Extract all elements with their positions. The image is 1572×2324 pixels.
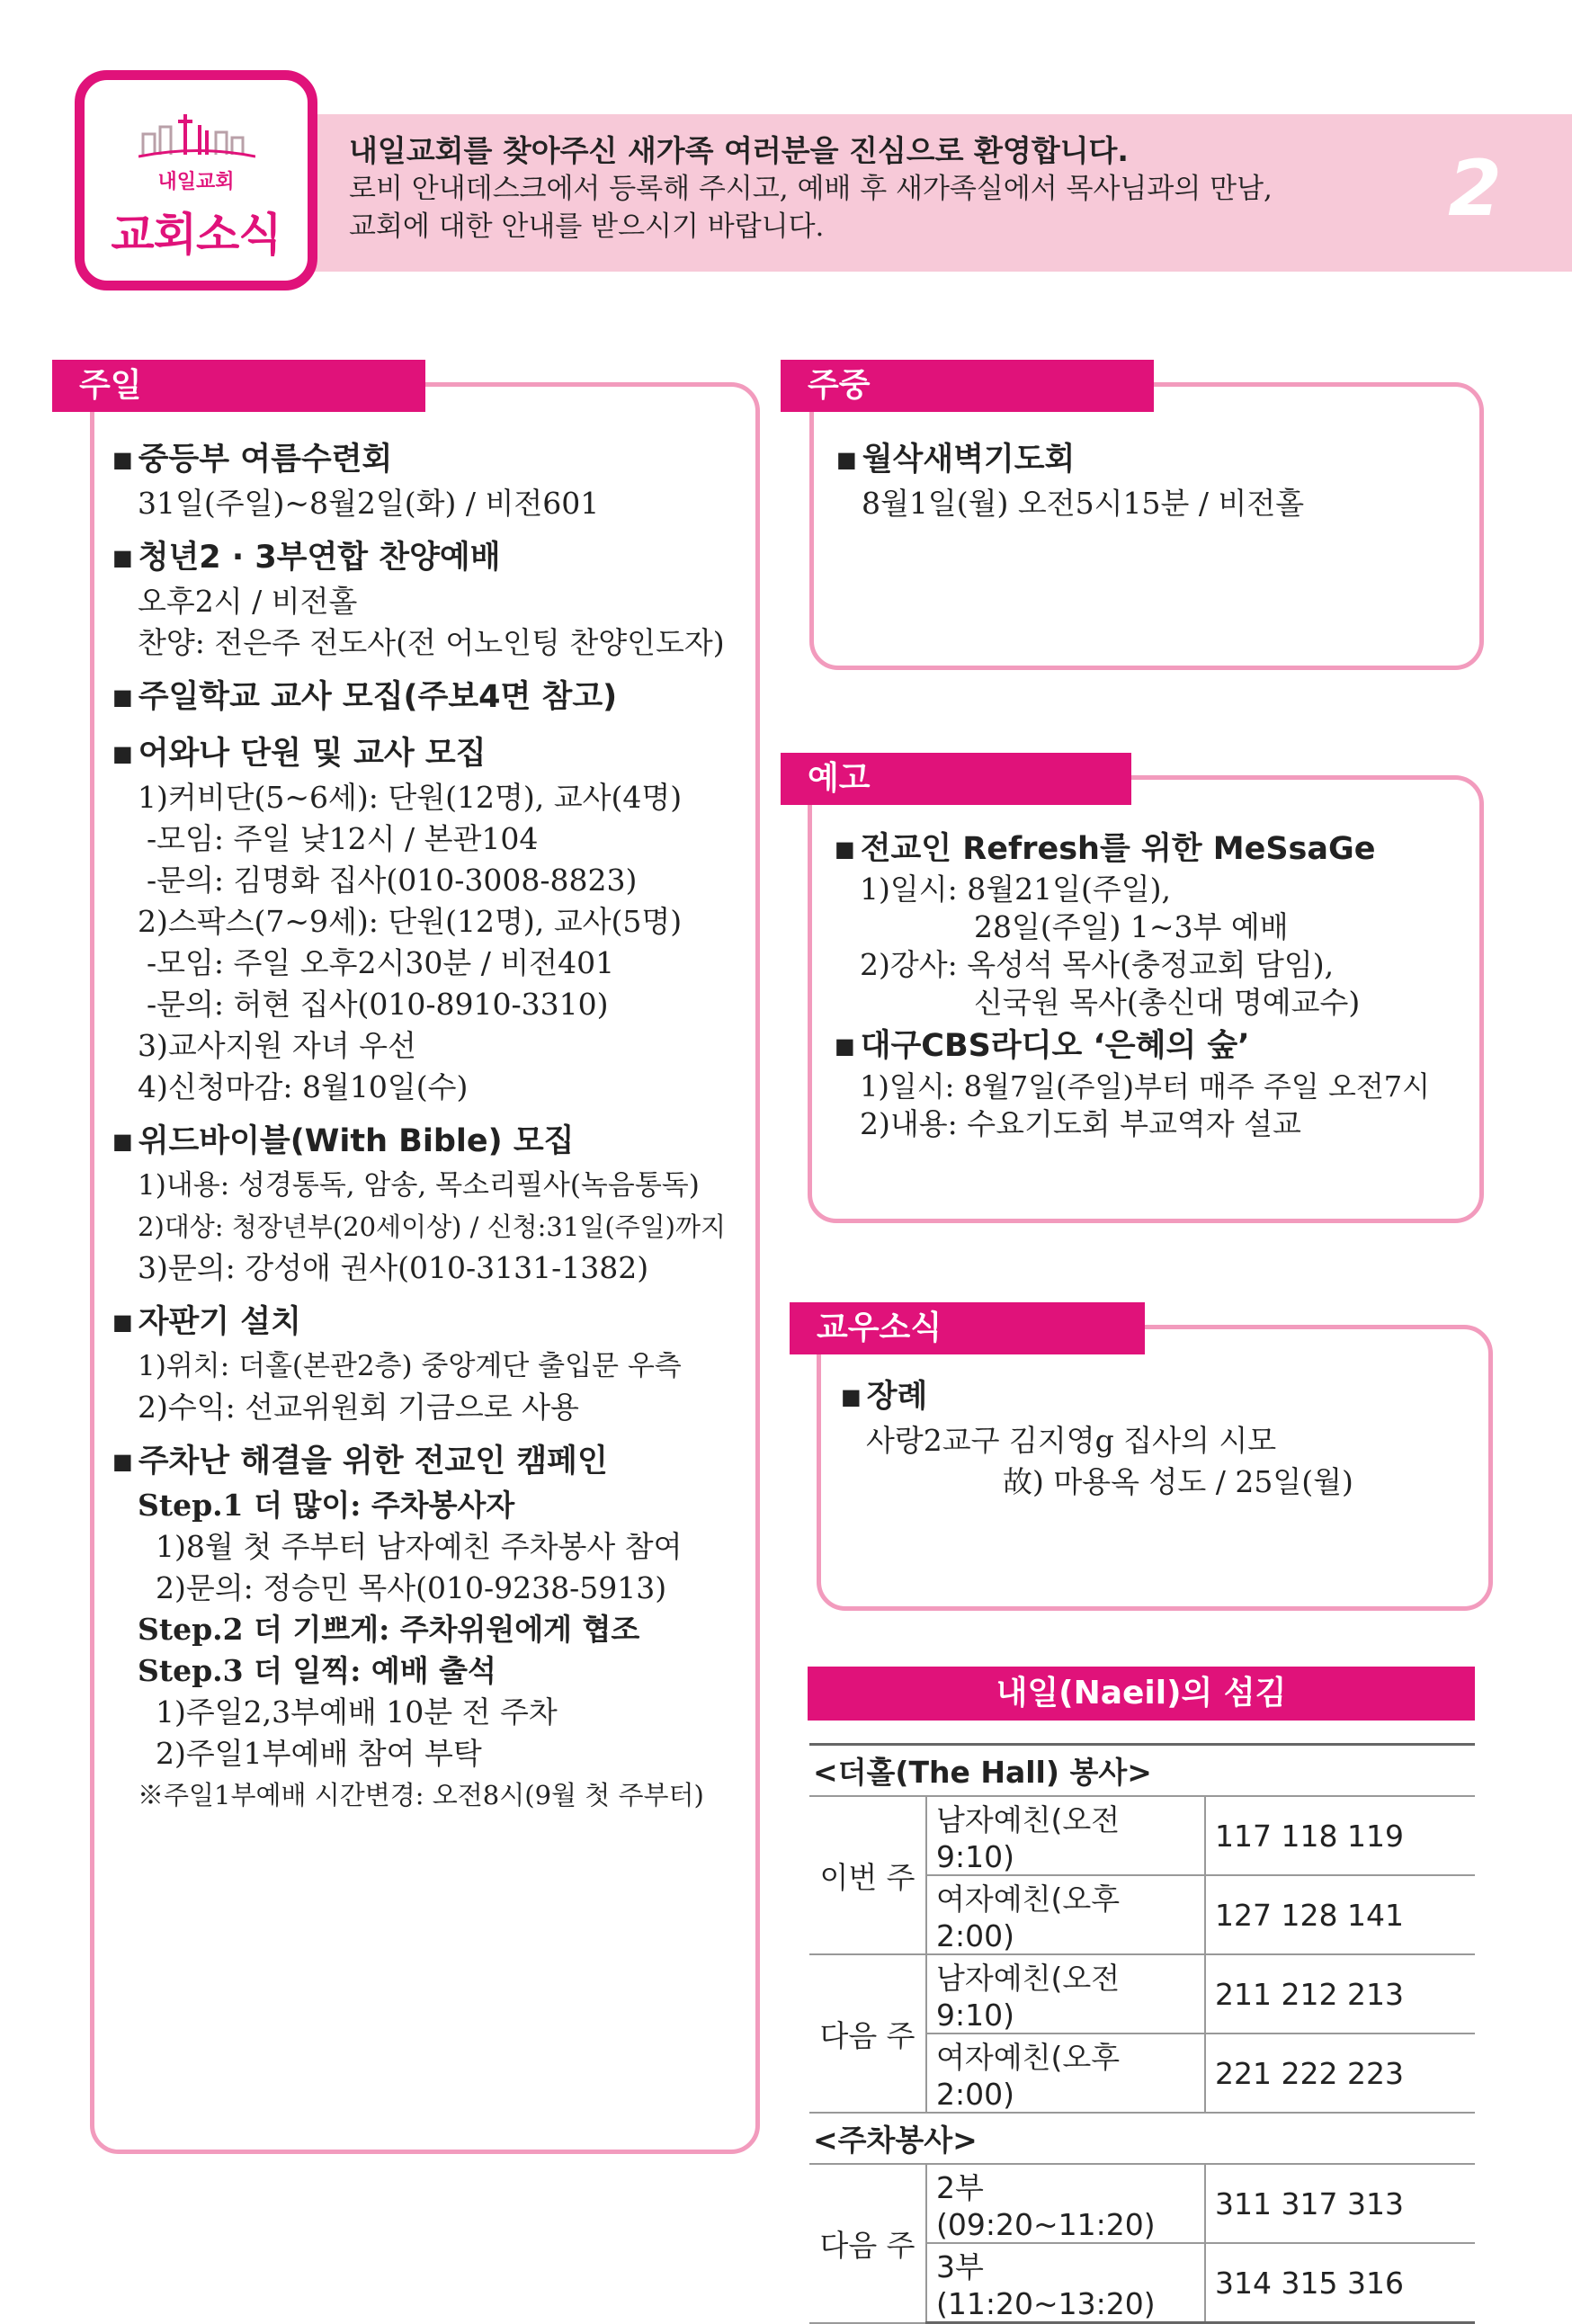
item-line: 8월1일(월) 오전5시15분 / 비전홀 [862,486,1305,521]
week-label: 다음 주 [809,2164,926,2323]
sunday-content [112,439,760,1816]
item-line: 3)문의: 강성애 권사(010-3131-1382) [138,1250,649,1285]
page-number: 2 [1448,144,1502,234]
table-cell-slot: 2부(09:20~11:20) [926,2164,1205,2243]
weekday-tag: 주중 [781,360,1154,412]
service-table [809,1743,1475,2324]
item-line: 故) 마용옥 성도 / 25일(월) [1003,1464,1353,1499]
table-cell-slot: 남자예친(오전9:10) [926,1954,1205,2033]
item-line: 2)문의: 정승민 목사(010-9238-5913) [156,1570,667,1605]
item-heading: ■ 전교인 Refresh를 위한 MeSsaGe [835,830,1475,871]
members-content [841,1376,1481,1503]
weekday-section-box [809,382,1484,670]
item-line: 31일(주일)~8월2일(화) / 비전601 [138,486,600,521]
item-line: 2)대상: 청장년부(20세이상) / 신청:31일(주일)까지 [138,1211,727,1242]
item-heading: ■ 어와나 단원 및 교사 모집 [112,733,760,777]
item-line: 2)주일1부예배 참여 부탁 [156,1736,482,1771]
table-cell-numbers: 117 118 119 [1205,1796,1475,1875]
members-tag: 교우소식 [790,1302,1145,1354]
item-line: 1)8월 첫 주부터 남자예친 주차봉사 참여 [156,1529,683,1564]
campaign-note: ※주일1부예배 시간변경: 오전8시(9월 첫 주부터) [138,1780,704,1810]
item-line: 3)교사지원 자녀 우선 [138,1028,416,1063]
item-line: 1)일시: 8월7일(주일)부터 매주 주일 오전7시 [860,1069,1431,1104]
item-heading: ■ 주일학교 교사 모집(주보4면 참고) [112,676,760,720]
item-line: 1)일시: 8월21일(주일), [860,872,1171,907]
week-label: 이번 주 [809,1796,926,1954]
table-cell-slot: 여자예친(오후2:00) [926,2033,1205,2113]
weekday-content [836,439,1466,524]
table-cell-slot: 여자예친(오후2:00) [926,1875,1205,1954]
table-cell-numbers: 314 315 316 [1205,2243,1475,2323]
item-heading: ■ 주차난 해결을 위한 전교인 캠페인 [112,1441,760,1485]
table-cell-numbers: 127 128 141 [1205,1875,1475,1954]
table-cell-slot: 3부(11:20~13:20) [926,2243,1205,2323]
hall-service-label: <더홀(The Hall) 봉사> [809,1745,1475,1797]
table-cell-numbers: 211 212 213 [1205,1954,1475,2033]
item-line: -문의: 허현 집사(010-8910-3310) [147,987,609,1022]
welcome-message [349,132,1410,246]
campaign-step-3: Step.3 더 일찍: 예배 출석 [138,1653,496,1688]
welcome-line-2: 로비 안내데스크에서 등록해 주시고, 예배 후 새가족실에서 목사님과의 만남, [349,173,1273,205]
service-table-title: 내일(Naeil)의 섬김 [808,1667,1475,1721]
item-heading: ■ 중등부 여름수련회 [112,439,760,483]
parking-service-label: <주차봉사> [809,2113,1475,2164]
item-heading: ■ 대구CBS라디오 ‘은혜의 숲’ [835,1027,1475,1068]
item-line: 2)스팍스(7~9세): 단원(12명), 교사(5명) [138,904,683,939]
item-heading: ■ 월삭새벽기도회 [836,439,1466,483]
table-cell-numbers: 311 317 313 [1205,2164,1475,2243]
item-line: 2)수익: 선교위원회 기금으로 사용 [138,1390,579,1425]
welcome-line-1: 내일교회를 찾아주신 새가족 여러분을 진심으로 환영합니다. [349,133,1129,168]
notice-tag: 예고 [781,753,1131,805]
item-line: 1)위치: 더홀(본관2층) 중앙계단 출입문 우측 [138,1350,682,1382]
item-line: 사랑2교구 김지영g 집사의 시모 [866,1423,1277,1458]
item-line: 오후2시 / 비전홀 [138,584,358,619]
item-line: 찬양: 전은주 전도사(전 어노인팅 찬양인도자) [138,625,725,660]
item-heading: ■ 청년2 · 3부연합 찬양예배 [112,537,760,581]
welcome-line-3: 교회에 대한 안내를 받으시기 바랍니다. [349,210,825,243]
item-line: -모임: 주일 오후2시30분 / 비전401 [147,945,615,980]
item-line: 4)신청마감: 8월10일(수) [138,1069,469,1104]
item-line: 2)내용: 수요기도회 부교역자 설교 [860,1106,1301,1141]
campaign-step-1: Step.1 더 많이: 주차봉사자 [138,1488,515,1523]
item-heading: ■ 장례 [841,1376,1481,1420]
item-line: 1)주일2,3부예배 10분 전 주차 [156,1694,558,1730]
church-skyline-icon [138,105,255,159]
church-logo-box [75,70,317,290]
item-line: -모임: 주일 낮12시 / 본관104 [147,821,539,856]
item-heading: ■ 위드바이블(With Bible) 모집 [112,1121,760,1165]
item-line: 2)강사: 옥성석 목사(충정교회 담임), [860,947,1335,982]
notice-content [835,830,1475,1143]
item-line: 1)내용: 성경통독, 암송, 목소리필사(녹음통독) [138,1169,700,1202]
campaign-step-2: Step.2 더 기쁘게: 주차위원에게 협조 [138,1612,640,1647]
week-label: 다음 주 [809,1954,926,2113]
page-title: 교회소식 [111,209,281,261]
table-cell-numbers: 221 222 223 [1205,2033,1475,2113]
sunday-tag: 주일 [52,360,425,412]
table-cell-slot: 남자예친(오전9:10) [926,1796,1205,1875]
item-line: 1)커비단(5~6세): 단원(12명), 교사(4명) [138,780,683,815]
logo-name: 내일교회 [157,171,235,193]
item-line: 신국원 목사(총신대 명예교수) [974,985,1361,1020]
item-line: -문의: 김명화 집사(010-3008-8823) [147,863,638,898]
item-line: 28일(주일) 1~3부 예배 [974,909,1289,944]
item-heading: ■ 자판기 설치 [112,1301,760,1345]
